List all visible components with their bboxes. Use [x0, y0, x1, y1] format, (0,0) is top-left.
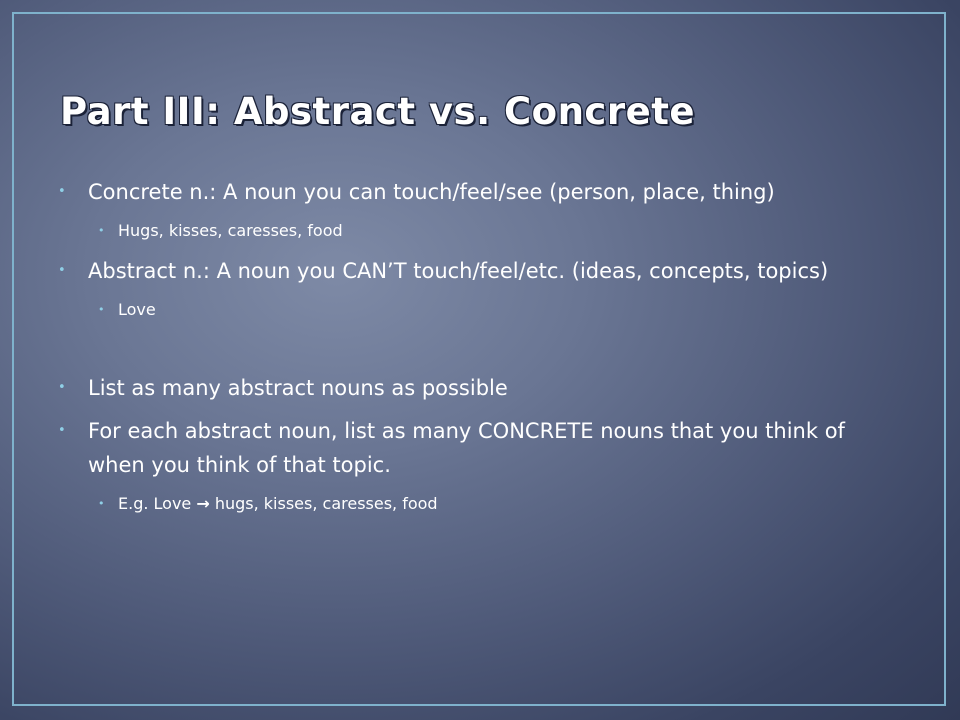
- bullet-text: Abstract n.: A noun you CAN’T touch/feel/etc. (ideas, concepts, topics): [88, 259, 829, 283]
- bullet-icon: •: [58, 263, 66, 278]
- example-prefix: E.g. Love: [118, 494, 197, 513]
- bullet-icon: •: [98, 303, 105, 316]
- bullet-icon: •: [98, 497, 105, 510]
- bullet-icon: •: [58, 423, 66, 438]
- slide-body: [58, 175, 898, 527]
- spacer: [58, 333, 898, 371]
- bullet-text: Hugs, kisses, caresses, food: [118, 221, 343, 240]
- sub-bullet-abstract-example: [58, 297, 898, 323]
- bullet-icon: •: [58, 380, 66, 395]
- sub-bullet-concrete-examples: [58, 218, 898, 244]
- sub-bullet-example: [58, 491, 898, 517]
- slide-title: Part III: Abstract vs. Concrete: [60, 90, 695, 133]
- bullet-text: Love: [118, 300, 156, 319]
- bullet-text: Concrete n.: A noun you can touch/feel/see (person, place, thing): [88, 180, 775, 204]
- arrow-right-icon: →: [196, 494, 210, 513]
- bullet-icon: •: [98, 224, 105, 237]
- bullet-text: For each abstract noun, list as many CONCRETE nouns that you think of when you think of that topic.: [88, 419, 845, 477]
- example-suffix: hugs, kisses, caresses, food: [209, 494, 438, 513]
- bullet-text: List as many abstract nouns as possible: [88, 376, 508, 400]
- bullet-abstract-definition: [58, 254, 898, 288]
- bullet-icon: •: [58, 184, 66, 199]
- bullet-list-abstract-nouns: [58, 371, 898, 405]
- bullet-list-concrete-nouns: [58, 414, 898, 482]
- bullet-concrete-definition: [58, 175, 898, 209]
